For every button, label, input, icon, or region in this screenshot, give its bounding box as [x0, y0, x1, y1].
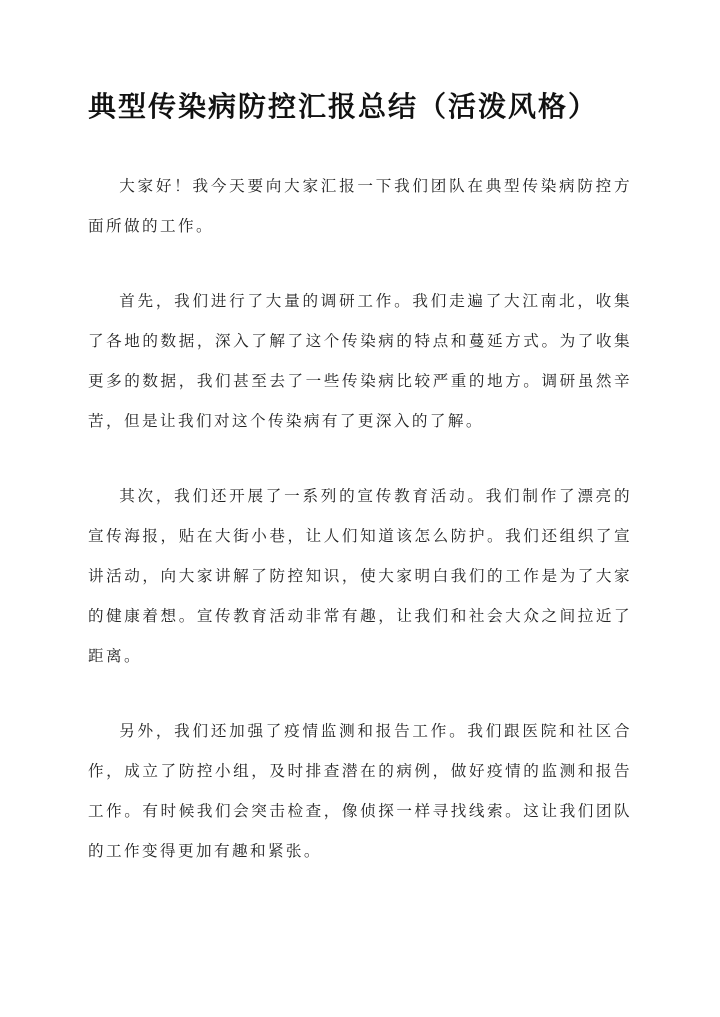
paragraph-research: 首先，我们进行了大量的调研工作。我们走遍了大江南北，收集了各地的数据，深入了解了这个传染病的特点和蔓延方式。为了收集更多的数据，我们甚至去了一些传染病比较严重的地方。调研虽然辛苦，但是让我们对这个传染病有了更深入的了解。	[88, 292, 632, 430]
paragraph-monitoring: 另外，我们还加强了疫情监测和报告工作。我们跟医院和社区合作，成立了防控小组，及时排查潜在的病例，做好疫情的监测和报告工作。有时候我们会突击检查，像侦探一样寻找线索。这让我们团队的工作变得更加有趣和紧张。	[88, 722, 632, 860]
paragraph-greeting: 大家好！我今天要向大家汇报一下我们团队在典型传染病防控方面所做的工作。	[88, 177, 632, 235]
document-title: 典型传染病防控汇报总结（活泼风格）	[88, 90, 599, 123]
document-body	[88, 166, 632, 906]
paragraph-education: 其次，我们还开展了一系列的宣传教育活动。我们制作了漂亮的宣传海报，贴在大街小巷，让人们知道该怎么防护。我们还组织了宣讲活动，向大家讲解了防控知识，使大家明白我们的工作是为了大家的健康着想。宣传教育活动非常有趣，让我们和社会大众之间拉近了距离。	[88, 487, 632, 665]
